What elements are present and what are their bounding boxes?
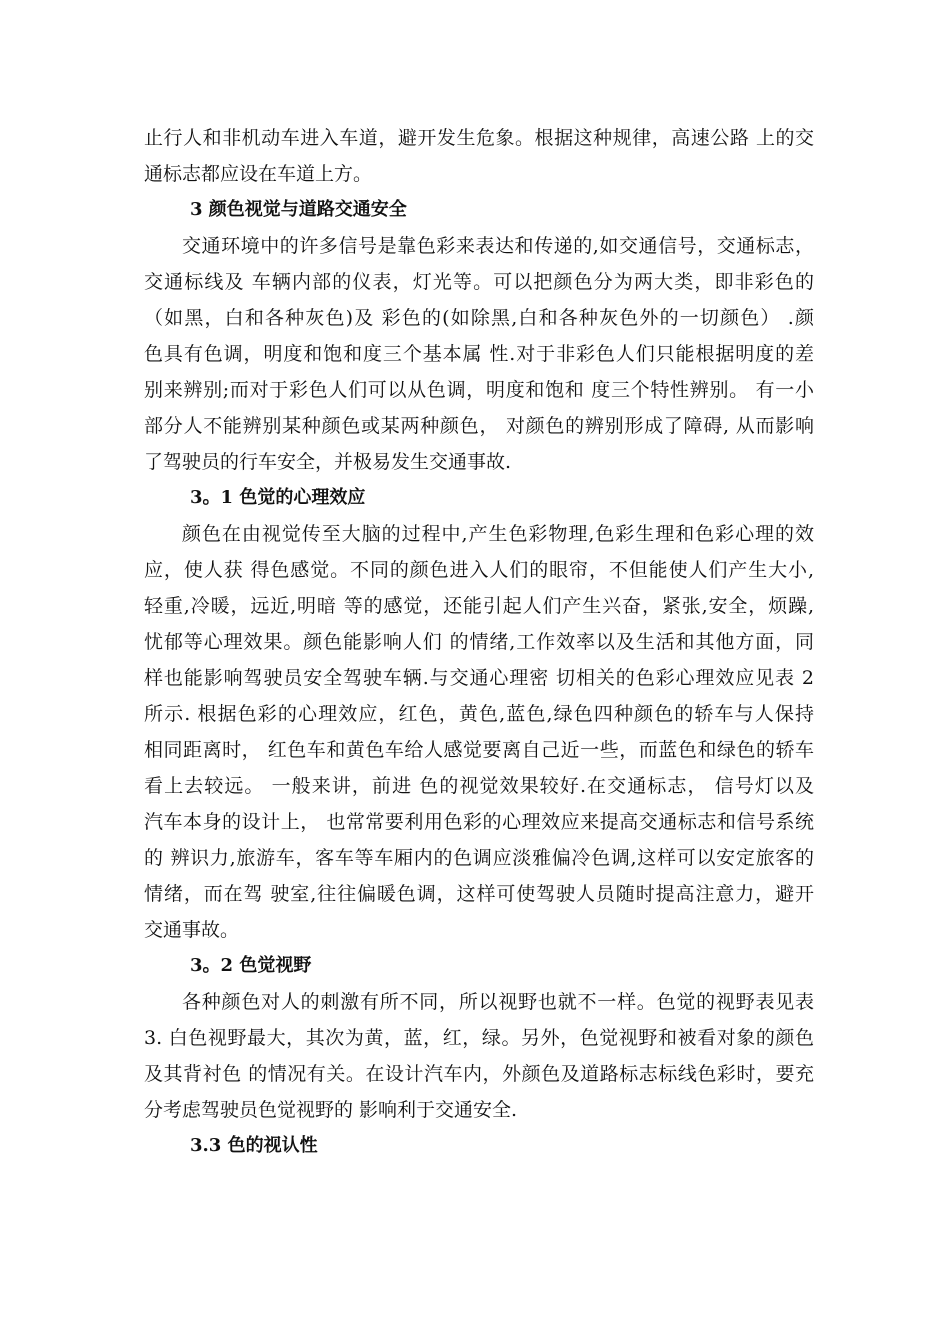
text-line: 3. 白色视野最大，其次为黄，蓝，红，绿。另外，色觉视野和被看对象的颜色 xyxy=(144,1027,814,1049)
text-line: 色具有色调，明度和饱和度三个基本属 性.对于非彩色人们只能根据明度的差 xyxy=(144,343,814,365)
text-line: 交通标线及 车辆内部的仪表，灯光等。可以把颜色分为两大类，即非彩色的 xyxy=(144,271,814,293)
section-heading: 3.3 色的视认性 xyxy=(190,1135,318,1156)
text-line: （如黑，白和各种灰色)及 彩色的(如除黑,白和各种灰色外的一切颜色） .颜 xyxy=(144,307,814,329)
text-line: 轻重,冷暖，远近,明暗 等的感觉，还能引起人们产生兴奋，紧张,安全，烦躁, xyxy=(144,595,814,617)
text-line: 及其背衬色 的情况有关。在设计汽车内，外颜色及道路标志标线色彩时，要充 xyxy=(144,1063,814,1085)
text-line: 颜色在由视觉传至大脑的过程中,产生色彩物理,色彩生理和色彩心理的效 xyxy=(182,523,814,545)
text-line: 相同距离时， 红色车和黄色车给人感觉要离自己近一些，而蓝色和绿色的轿车 xyxy=(144,739,814,761)
section-heading: 3 颜色视觉与道路交通安全 xyxy=(190,199,407,220)
text-line: 情绪，而在驾 驶室,往往偏暖色调，这样可使驾驶人员随时提高注意力，避开 xyxy=(144,883,814,905)
text-line: 通标志都应设在车道上方。 xyxy=(144,163,373,185)
text-line: 了驾驶员的行车安全，并极易发生交通事故. xyxy=(144,451,512,473)
text-line: 的 辨识力,旅游车，客车等车厢内的色调应淡雅偏冷色调,这样可以安定旅客的 xyxy=(144,847,814,869)
text-line: 交通事故。 xyxy=(144,919,240,941)
text-line: 忧郁等心理效果。颜色能影响人们 的情绪,工作效率以及生活和其他方面，同 xyxy=(144,631,814,653)
text-line: 止行人和非机动车进入车道，避开发生危象。根据这种规律，高速公路 上的交 xyxy=(144,127,814,149)
text-line: 各种颜色对人的刺激有所不同，所以视野也就不一样。色觉的视野表见表 xyxy=(182,991,814,1013)
section-heading: 3。2 色觉视野 xyxy=(190,955,312,976)
text-line: 所示. 根据色彩的心理效应，红色，黄色,蓝色,绿色四种颜色的轿车与人保持 xyxy=(144,703,814,725)
section-heading: 3。1 色觉的心理效应 xyxy=(190,487,366,508)
text-line: 汽车本身的设计上， 也常常要利用色彩的心理效应来提高交通标志和信号系统 xyxy=(144,811,814,833)
text-line: 样也能影响驾驶员安全驾驶车辆.与交通心理密 切相关的色彩心理效应见表 2 xyxy=(144,667,814,689)
text-line: 看上去较远。 一般来讲，前进 色的视觉效果较好.在交通标志， 信号灯以及 xyxy=(144,775,814,797)
text-line: 交通环境中的许多信号是靠色彩来表达和传递的,如交通信号，交通标志， xyxy=(182,235,814,257)
text-line: 分考虑驾驶员色觉视野的 影响利于交通安全. xyxy=(144,1099,518,1121)
text-line: 部分人不能辨别某种颜色或某两种颜色， 对颜色的辨别形成了障碍, 从而影响 xyxy=(144,415,814,437)
text-line: 别来辨别;而对于彩色人们可以从色调，明度和饱和 度三个特性辨别。 有一小 xyxy=(144,379,814,401)
text-line: 应，使人获 得色感觉。不同的颜色进入人们的眼帘，不但能使人们产生大小, xyxy=(144,559,814,581)
